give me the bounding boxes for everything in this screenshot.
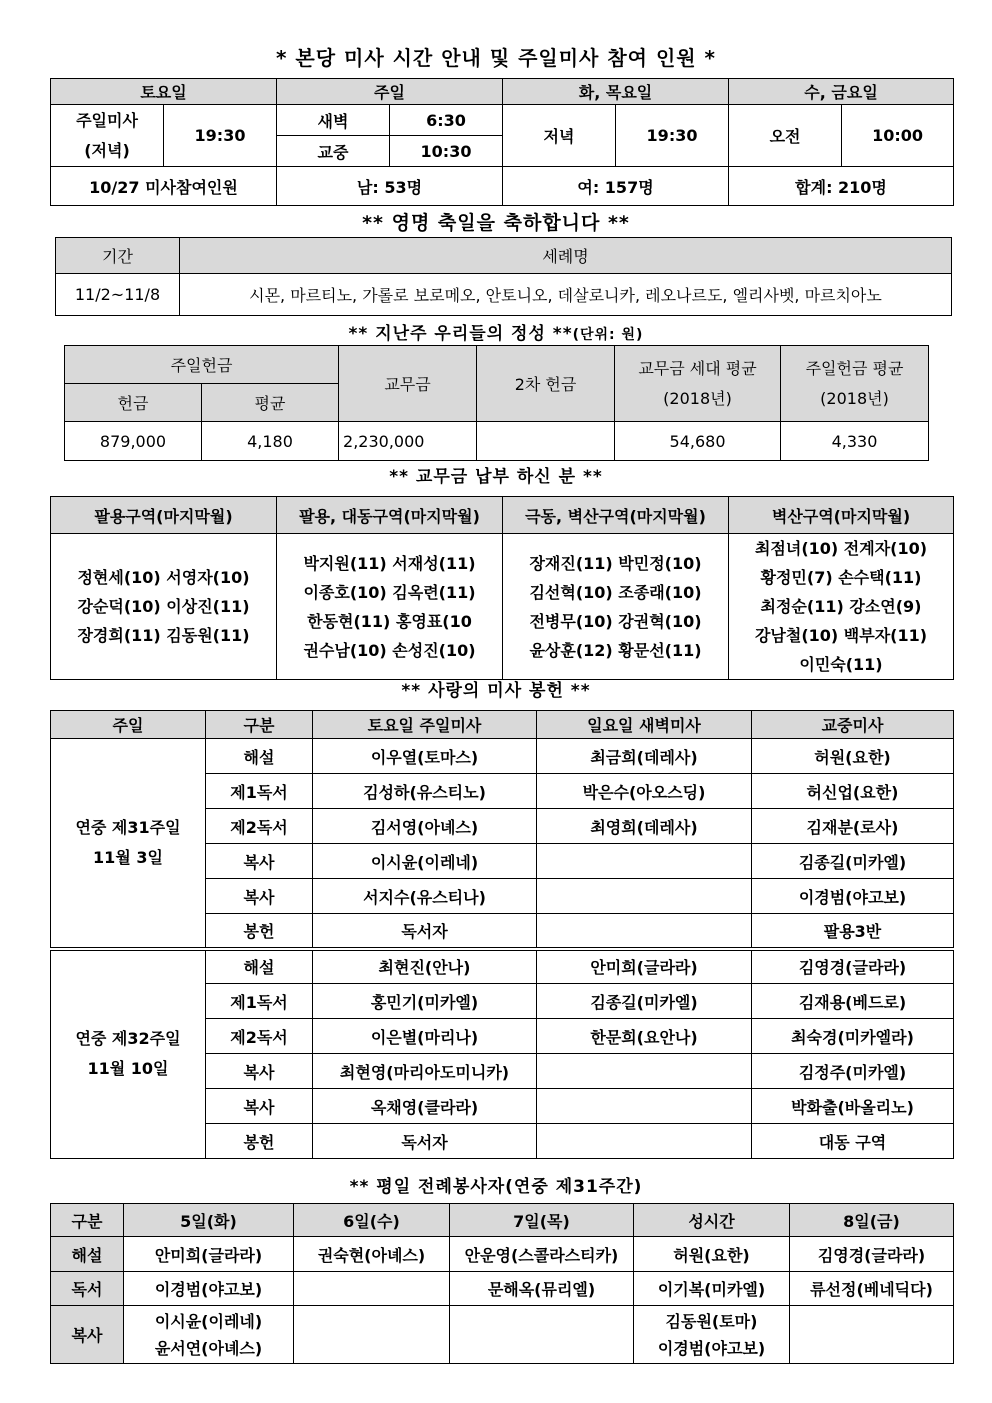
week-31-label: 연중 제31주일 11월 3일 [51,739,206,949]
sun-main-time: 10:30 [390,136,503,167]
week-32-dawn [537,1124,752,1159]
wed-label: 오전 [729,105,842,167]
week-31-dawn: 최영희(데레사) [537,809,752,844]
feast-period-header: 기간 [56,238,180,274]
parish-due-value: 2,230,000 [339,422,477,461]
week-32-role: 봉헌 [206,1124,313,1159]
week-32-role: 복사 [206,1054,313,1089]
weekday-header: 6일(수) [294,1204,450,1237]
payers-col-2: 박지원(11) 서재성(11) 이종호(10) 김옥련(11) 한동현(11) 홍영표(10 권수남(10) 손성진(10) [277,534,503,680]
weekday-cell [294,1306,450,1364]
week-32-main: 김정주(미카엘) [752,1054,954,1089]
week-32-role: 해설 [206,949,313,984]
household-avg-value: 54,680 [615,422,781,461]
week-32-dawn [537,1089,752,1124]
feast-names: 시몬, 마르티노, 가롤로 보로메오, 안토니오, 데살로니카, 레오나르도, 엘리사벳, 마르치아노 [180,274,952,316]
sun-dawn-time: 6:30 [390,105,503,136]
sunday-avg-header: 주일헌금 평균 (2018년) [781,346,929,422]
page-title: * 본당 미사 시간 안내 및 주일미사 참여 인원 * [275,46,717,70]
wed-time: 10:00 [842,105,954,167]
week-32-sat: 최현진(안나) [313,949,537,984]
week-32-dawn: 김종길(미카엘) [537,984,752,1019]
week-31-sat: 이우열(토마스) [313,739,537,774]
sunday-avg-value: 4,330 [781,422,929,461]
ministry-header-main: 교중미사 [752,711,954,739]
ministry-header-sat: 토요일 주일미사 [313,711,537,739]
ministry-header-week: 주일 [51,711,206,739]
week-32-dawn: 한문희(요안나) [537,1019,752,1054]
payers-table [50,496,954,680]
weekday-cell: 안운영(스콜라스티카) [450,1237,634,1272]
tue-label: 저녁 [503,105,616,167]
week-32-sat: 독서자 [313,1124,537,1159]
week-32-sat: 이은별(마리나) [313,1019,537,1054]
day-wed-fri: 수, 금요일 [729,79,954,105]
day-saturday: 토요일 [51,79,277,105]
cash-value: 879,000 [65,422,202,461]
second-collection-value [477,422,615,461]
feast-title: ** 영명 축일을 축하합니다 ** [362,212,630,234]
weekday-cell [294,1272,450,1306]
week-32-main: 김영경(글라라) [752,949,954,984]
week-31-sat: 김서영(아녜스) [313,809,537,844]
week-31-main: 팔용3반 [752,914,954,949]
week-31-role: 복사 [206,844,313,879]
week-32-sat: 홍민기(미카엘) [313,984,537,1019]
week-32-main: 김재용(베드로) [752,984,954,1019]
attendance-total: 합계: 210명 [729,167,954,206]
feast-period: 11/2~11/8 [56,274,180,316]
week-31-role: 해설 [206,739,313,774]
payers-col-1: 정현세(10) 서영자(10) 강순덕(10) 이상진(11) 장경희(11) 김동원(11) [51,534,277,680]
weekday-header: 구분 [51,1204,124,1237]
average-value: 4,180 [202,422,339,461]
weekday-role: 해설 [51,1237,124,1272]
week-31-dawn [537,844,752,879]
week-31-main: 김재분(로사) [752,809,954,844]
weekday-cell: 허원(요한) [634,1237,790,1272]
offering-table [64,345,929,461]
ministry-header-role: 구분 [206,711,313,739]
week-31-main: 허신업(요한) [752,774,954,809]
weekday-role: 독서 [51,1272,124,1306]
attendance-label: 10/27 미사참여인원 [51,167,277,206]
week-31-dawn: 최금희(데레사) [537,739,752,774]
average-header: 평균 [202,384,339,422]
week-31-dawn [537,879,752,914]
feast-names-header: 세례명 [180,238,952,274]
sat-mass-time: 19:30 [164,105,277,167]
week-31-dawn: 박은수(아오스딩) [537,774,752,809]
week-32-dawn: 안미희(글라라) [537,949,752,984]
weekday-cell: 이경범(야고보) [124,1272,294,1306]
payers-header-1: 팔용구역(마지막월) [51,497,277,534]
payers-col-3: 장재진(11) 박민정(10) 김선혁(10) 조종래(10) 전병무(10) 강권혁(10) 윤상훈(12) 황문선(11) [503,534,729,680]
week-31-main: 이경범(야고보) [752,879,954,914]
tue-time: 19:30 [616,105,729,167]
day-tue-thu: 화, 목요일 [503,79,729,105]
weekday-header: 8일(금) [790,1204,954,1237]
payers-title: ** 교무금 납부 하신 분 ** [389,467,603,487]
offering-title: ** 지난주 우리들의 정성 **(단위: 원) [348,324,644,344]
week-32-dawn [537,1054,752,1089]
weekday-title: ** 평일 전례봉사자(연중 제31주간) [349,1177,643,1197]
weekday-header: 7일(목) [450,1204,634,1237]
mass-schedule-table [50,78,954,206]
weekday-altar-tue: 이시윤(이레네) 윤서연(아녜스) [124,1306,294,1364]
week-32-label: 연중 제32주일 11월 10일 [51,949,206,1159]
week-32-role: 제2독서 [206,1019,313,1054]
payers-header-2: 팔용, 대동구역(마지막월) [277,497,503,534]
week-32-main: 최숙경(미카엘라) [752,1019,954,1054]
sun-dawn-label: 새벽 [277,105,390,136]
day-sunday: 주일 [277,79,503,105]
week-32-sat: 옥채영(클라라) [313,1089,537,1124]
payers-header-4: 벽산구역(마지막월) [729,497,954,534]
ministry-table [50,710,954,1159]
week-31-role: 제2독서 [206,809,313,844]
second-collection-header: 2차 헌금 [477,346,615,422]
cash-header: 헌금 [65,384,202,422]
attendance-male: 남: 53명 [277,167,503,206]
weekday-cell: 류선정(베네딕다) [790,1272,954,1306]
week-32-role: 복사 [206,1089,313,1124]
weekday-cell: 권숙현(아녜스) [294,1237,450,1272]
week-32-main: 대동 구역 [752,1124,954,1159]
offering-unit: (단위: 원) [572,327,644,343]
weekday-header: 5일(화) [124,1204,294,1237]
weekday-cell: 이기복(미카엘) [634,1272,790,1306]
week-31-main: 허원(요한) [752,739,954,774]
week-31-role: 봉헌 [206,914,313,949]
sat-mass-label: 주일미사 (저녁) [51,105,164,167]
household-avg-header: 교무금 세대 평균 (2018년) [615,346,781,422]
week-31-role: 제1독서 [206,774,313,809]
ministry-header-dawn: 일요일 새벽미사 [537,711,752,739]
parish-due-header: 교무금 [339,346,477,422]
sunday-offering-header: 주일헌금 [65,346,339,384]
week-31-sat: 독서자 [313,914,537,949]
weekday-role: 복사 [51,1306,124,1364]
week-32-role: 제1독서 [206,984,313,1019]
week-31-sat: 서지수(유스티나) [313,879,537,914]
week-31-role: 복사 [206,879,313,914]
weekday-cell [790,1306,954,1364]
week-31-sat: 김성하(유스티노) [313,774,537,809]
weekday-altar-holy-hour: 김동원(토마) 이경범(야고보) [634,1306,790,1364]
payers-col-4: 최점녀(10) 전계자(10) 황정민(7) 손수택(11) 최정순(11) 강소연(9) 강남철(10) 백부자(11) 이민숙(11) [729,534,954,680]
weekday-table [50,1203,954,1364]
payers-header-3: 극동, 벽산구역(마지막월) [503,497,729,534]
week-31-sat: 이시윤(이레네) [313,844,537,879]
ministry-title: ** 사랑의 미사 봉헌 ** [401,681,591,701]
weekday-cell: 문해옥(뮤리엘) [450,1272,634,1306]
weekday-cell: 안미희(글라라) [124,1237,294,1272]
week-31-main: 김종길(미카엘) [752,844,954,879]
week-31-dawn [537,914,752,949]
sun-main-label: 교중 [277,136,390,167]
attendance-female: 여: 157명 [503,167,729,206]
weekday-cell: 김영경(글라라) [790,1237,954,1272]
weekday-header: 성시간 [634,1204,790,1237]
feast-table [55,237,952,316]
week-32-sat: 최현영(마리아도미니카) [313,1054,537,1089]
weekday-cell [450,1306,634,1364]
week-32-main: 박화출(바올리노) [752,1089,954,1124]
